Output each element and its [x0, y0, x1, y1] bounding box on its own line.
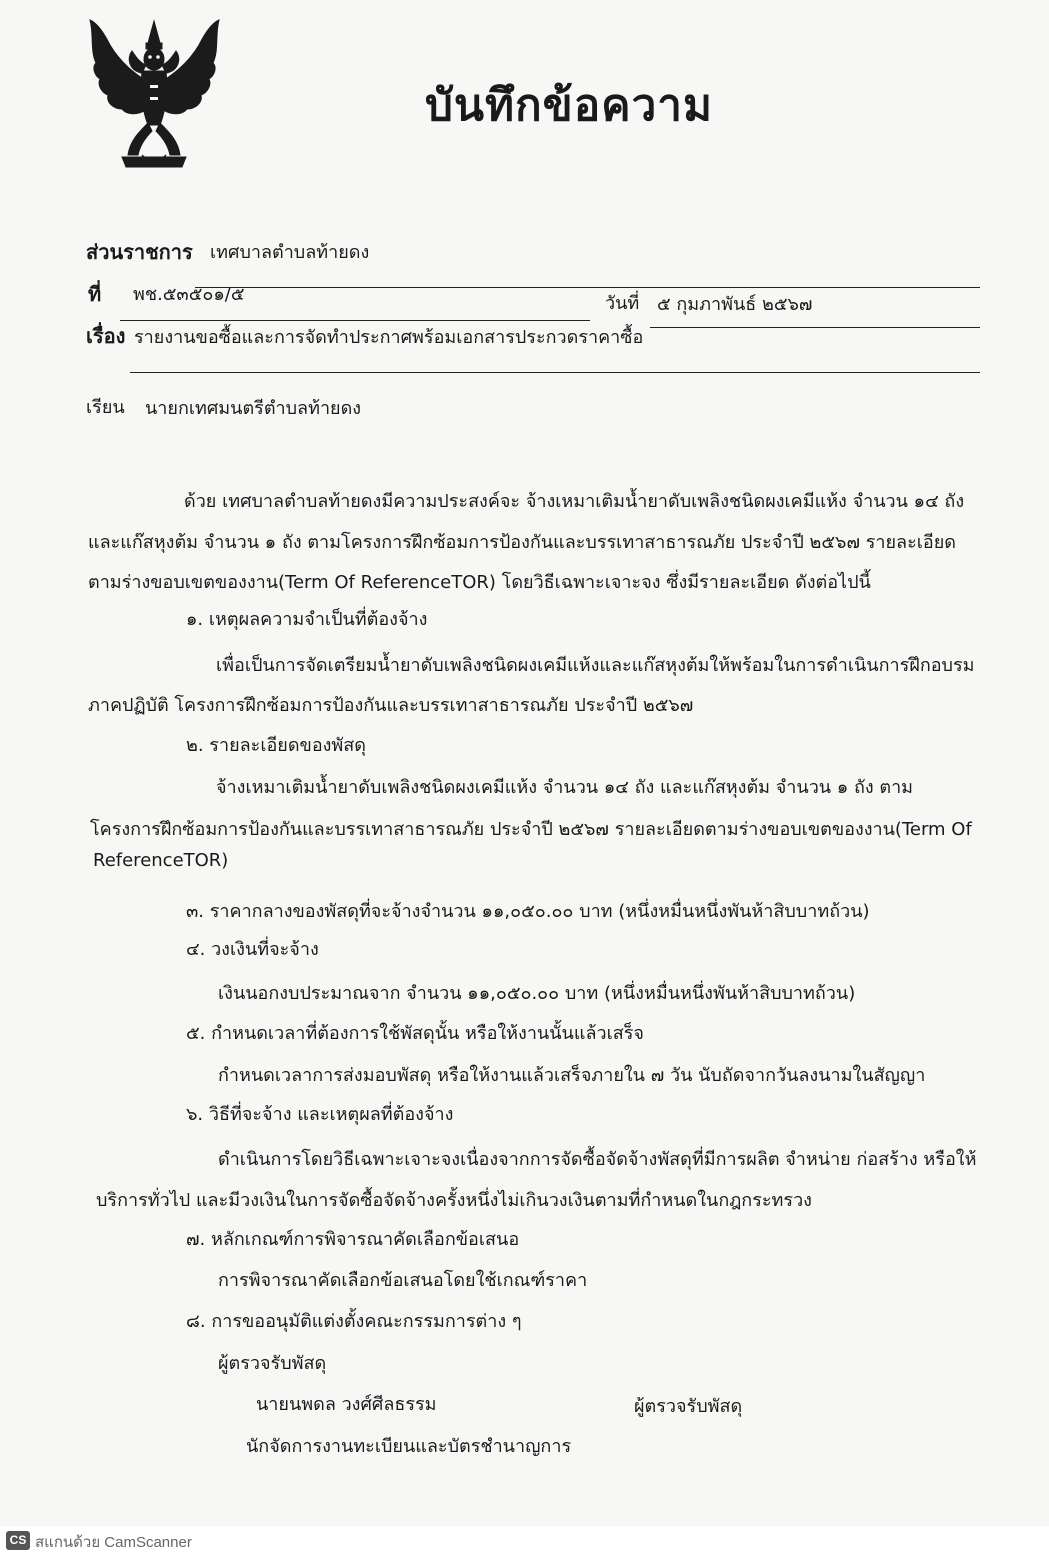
- section-7-line-1: การพิจารณาคัดเลือกข้อเสนอโดยใช้เกณฑ์ราคา: [218, 1270, 588, 1291]
- section-2-line-3: ReferenceTOR): [93, 850, 229, 871]
- section-2-line-2: โครงการฝึกซ้อมการป้องกันและบรรเทาสาธารณภัย ประจำปี ๒๕๖๗ รายละเอียดตามร่างขอบเขตของงาน(Term Of: [90, 819, 972, 840]
- garuda-emblem: [82, 15, 227, 175]
- to-label: เรียน: [86, 397, 125, 418]
- camscanner-watermark: สแกนด้วย CamScanner: [35, 1534, 192, 1551]
- memo-title: บันทึกข้อความ: [425, 80, 714, 131]
- subject-label: เรื่อง: [86, 324, 126, 348]
- intro-line-3: ตามร่างขอบเขตของงาน(Term Of ReferenceTOR) โดยวิธีเฉพาะเจาะจง ซึ่งมีรายละเอียด ดังต่อไปนี้: [88, 572, 871, 593]
- section-8-subheading: ผู้ตรวจรับพัสดุ: [218, 1353, 327, 1374]
- ref-underline: [120, 320, 590, 321]
- date-value: ๕ กุมภาพันธ์ ๒๕๖๗: [657, 294, 813, 315]
- date-underline: [650, 327, 980, 328]
- camscanner-logo: CS: [6, 1531, 30, 1550]
- section-6-line-2: บริการทั่วไป และมีวงเงินในการจัดซื้อจัดจ้างครั้งหนึ่งไม่เกินวงเงินตามที่กำหนดในกฎกระทรวง: [96, 1190, 812, 1211]
- org-value: เทศบาลตำบลท้ายดง: [210, 242, 370, 263]
- section-1-line-2: ภาคปฏิบัติ โครงการฝึกซ้อมการป้องกันและบรรเทาสาธารณภัย ประจำปี ๒๕๖๗: [88, 695, 694, 716]
- subject-value: รายงานขอซื้อและการจัดทำประกาศพร้อมเอกสารประกวดราคาซื้อ: [134, 327, 644, 348]
- committee-member-position: นักจัดการงานทะเบียนและบัตรชำนาญการ: [246, 1436, 572, 1457]
- section-2-heading: ๒. รายละเอียดของพัสดุ: [186, 735, 366, 756]
- section-1-heading: ๑. เหตุผลความจำเป็นที่ต้องจ้าง: [186, 609, 428, 630]
- subject-underline: [130, 372, 980, 373]
- section-4-line-1: เงินนอกงบประมาณจาก จำนวน ๑๑,๐๕๐.๐๐ บาท (หนึ่งหมื่นหนึ่งพันห้าสิบบาทถ้วน): [218, 983, 856, 1004]
- org-label: ส่วนราชการ: [86, 240, 193, 264]
- committee-member-name: นายนพดล วงศ์ศีลธรรม: [256, 1394, 437, 1415]
- committee-member-role: ผู้ตรวจรับพัสดุ: [634, 1396, 743, 1417]
- ref-value: พช.๕๓๕๐๑/๕: [133, 284, 245, 305]
- section-5-heading: ๕. กำหนดเวลาที่ต้องการใช้พัสดุนั้น หรือให้งานนั้นแล้วเสร็จ: [186, 1023, 644, 1044]
- section-8-heading: ๘. การขออนุมัติแต่งตั้งคณะกรรมการต่าง ๆ: [186, 1311, 522, 1332]
- section-1-line-1: เพื่อเป็นการจัดเตรียมน้ำยาดับเพลิงชนิดผงเคมีแห้งและแก๊สหุงต้มให้พร้อมในการดำเนินการฝึกอบรม: [216, 655, 975, 676]
- date-label: วันที่: [605, 293, 640, 314]
- intro-line-2: และแก๊สหุงต้ม จำนวน ๑ ถัง ตามโครงการฝึกซ้อมการป้องกันและบรรเทาสาธารณภัย ประจำปี ๒๕๖๗ รายละเอียด: [88, 532, 956, 553]
- section-3-heading: ๓. ราคากลางของพัสดุที่จะจ้างจำนวน ๑๑,๐๕๐.๐๐ บาท (หนึ่งหมื่นหนึ่งพันห้าสิบบาทถ้วน): [186, 901, 870, 922]
- section-2-line-1: จ้างเหมาเติมน้ำยาดับเพลิงชนิดผงเคมีแห้ง จำนวน ๑๔ ถัง และแก๊สหุงต้ม จำนวน ๑ ถัง ตาม: [216, 777, 914, 798]
- section-5-line-1: กำหนดเวลาการส่งมอบพัสดุ หรือให้งานแล้วเสร็จภายใน ๗ วัน นับถัดจากวันลงนามในสัญญา: [218, 1065, 926, 1086]
- ref-label: ที่: [88, 282, 102, 306]
- section-7-heading: ๗. หลักเกณฑ์การพิจารณาคัดเลือกข้อเสนอ: [186, 1229, 520, 1250]
- intro-line-1: ด้วย เทศบาลตำบลท้ายดงมีความประสงค์จะ จ้างเหมาเติมน้ำยาดับเพลิงชนิดผงเคมีแห้ง จำนวน ๑๔ ถัง: [184, 491, 965, 512]
- section-6-line-1: ดำเนินการโดยวิธีเฉพาะเจาะจงเนื่องจากการจัดซื้อจัดจ้างพัสดุที่มีการผลิต จำหน่าย ก่อสร้าง หรือให้: [218, 1149, 977, 1170]
- section-6-heading: ๖. วิธีที่จะจ้าง และเหตุผลที่ต้องจ้าง: [186, 1104, 454, 1125]
- section-4-heading: ๔. วงเงินที่จะจ้าง: [186, 939, 319, 960]
- org-underline: [195, 287, 980, 288]
- to-value: นายกเทศมนตรีตำบลท้ายดง: [145, 398, 362, 419]
